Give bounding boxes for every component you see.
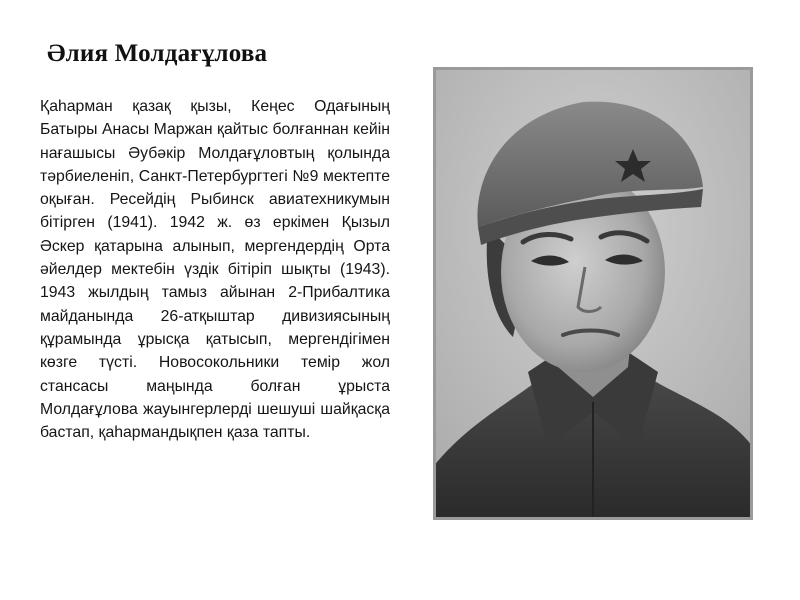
biography-paragraph: Қаһарман қазақ қызы, Кеңес Одағының Батыры Анасы Маржан қайтыс болғаннан кейін нағашысы Әубәкір Молдағұловтың қолында тәрбиеленіп, Санкт-Петербургтегі №9 мектепте оқыған. Ресейдің Рыбинск авиатехникумын бітірген (1941). 1942 ж. өз еркімен Қызыл Әскер қатарына алынып, мергендердің Орта әйелдер мектебін үздік бітіріп шықты (1943). 1943 жылдың тамыз айынан 2-Прибалтика майданында 26-атқыштар дивизиясының құрамында ұрысқа қатысып, мергендігімен көзге түсті. Новосокольники темір жол стансасы маңында болған ұрыста Молдағұлова жауынгерлерді шешуші шайқасқа бастап, қаһармандықпен қаза тапты.	[40, 98, 390, 442]
slide-title: Әлия Молдағұлова	[47, 40, 268, 67]
portrait-photo	[433, 67, 753, 520]
